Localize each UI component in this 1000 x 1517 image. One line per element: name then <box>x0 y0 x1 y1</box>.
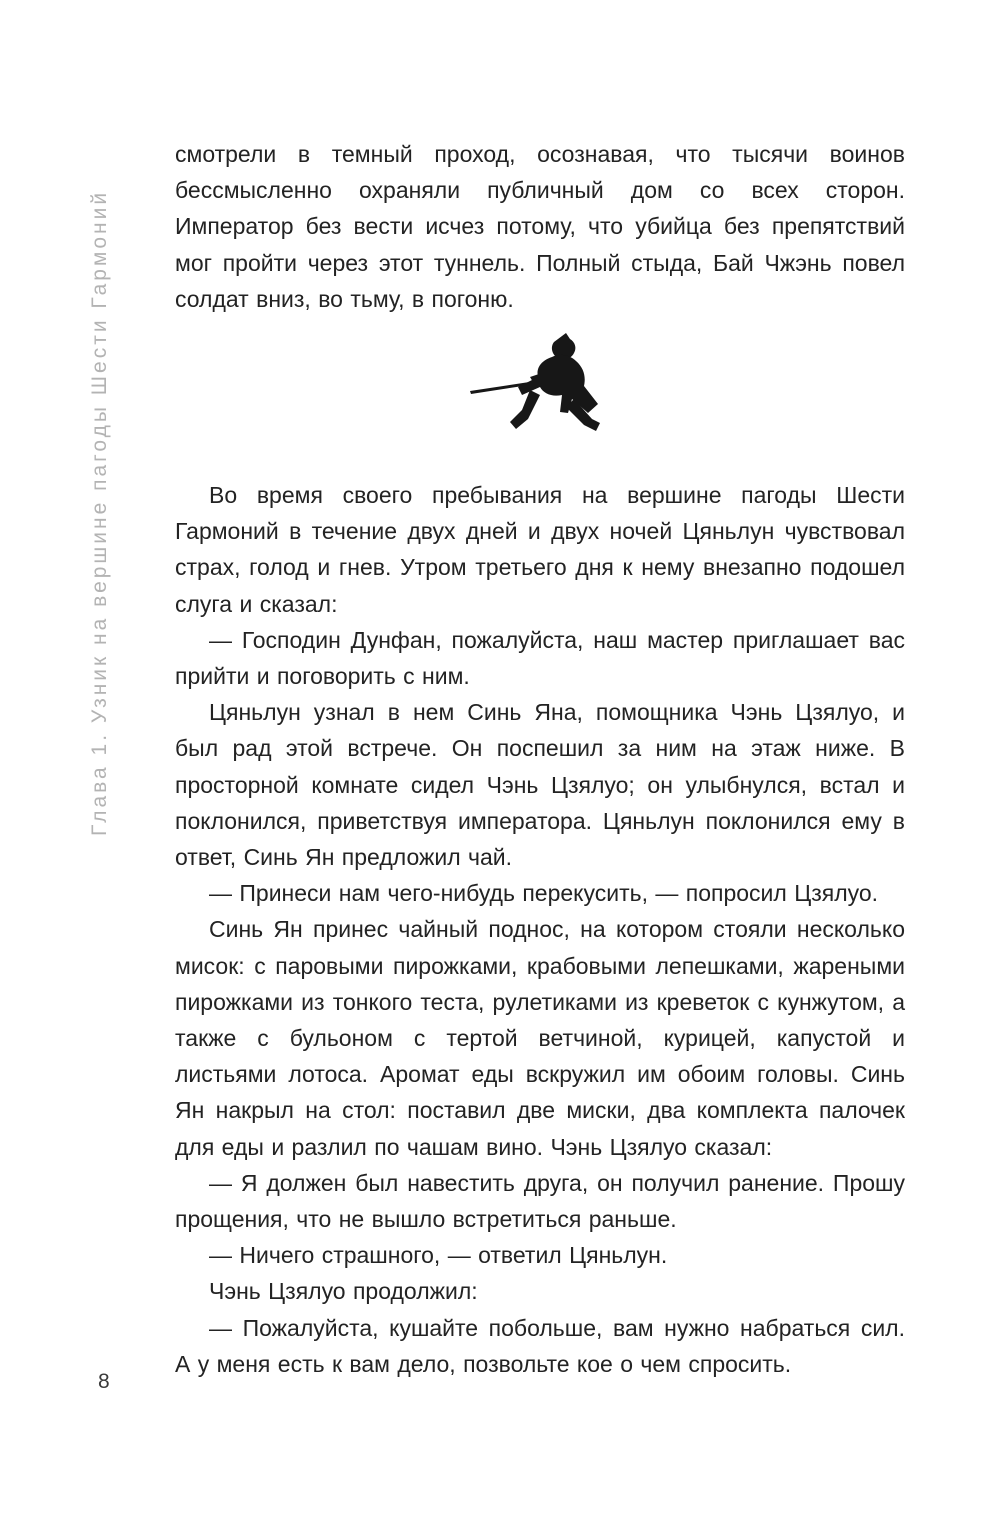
front-leg <box>510 390 540 429</box>
page-number: 8 <box>98 1370 110 1393</box>
paragraph: Синь Ян принес чайный поднос, на котором стояли несколько мисок: с паровыми пирожками, крабовыми лепешками, жареными пирожками из тонкого теста, рулетиками из креветок с кунжутом, а также с бульоном с тертой ветчиной, курицей, капустой и листьями лотоса. Аромат еды вскружил им обоим головы. Синь Ян накрыл на стол: поставил две миски, два комплекта палочек для еды и разлил по чашам вино. Чэнь Цзялуо сказал: <box>175 916 905 1160</box>
paragraph: Чэнь Цзялуо продолжил: <box>209 1278 478 1305</box>
paragraph-dialogue: — Господин Дунфан, пожалуйста, наш мастер приглашает вас прийти и поговорить с ним. <box>175 626 905 690</box>
swordsman-silhouette-illustration <box>470 331 610 435</box>
paragraph-dialogue: — Принеси нам чего-нибудь перекусить, — попросил Цзялуо. <box>209 880 879 907</box>
paragraph: Цяньлун узнал в нем Синь Яна, помощника Чэнь Цзялуо, и был рад этой встрече. Он поспешил за ним на этаж ниже. В просторной комнате сидел Чэнь Цзялуо; он улыбнулся, встал и поклонился, приветствуя императора. Цяньлун поклонился ему в ответ, Синь Ян предложил чай. <box>175 699 905 871</box>
paragraph: смотрели в темный проход, осознавая, что тысячи воинов бессмысленно охраняли публичный дом со всех сторон. Император без вести исчез потому, что убийца без препятствий мог пройти через этот туннель. Полный стыда, Бай Чжэнь повел солдат вниз, во тьму, в погоню. <box>175 141 905 312</box>
chapter-sidebar-title: Глава 1. Узник на вершине пагоды Шести Гармоний <box>88 189 111 836</box>
illustration-container <box>175 327 905 439</box>
paragraph-dialogue: — Ничего страшного, — ответил Цяньлун. <box>209 1242 668 1269</box>
paragraph-dialogue: — Пожалуйста, кушайте побольше, вам нужно набраться сил. А у меня есть к вам дело, позвольте кое о чем спросить. <box>175 1314 905 1377</box>
paragraph-dialogue: — Я должен был навестить друга, он получил ранение. Прошу прощения, что не вышло встретиться раньше. <box>175 1169 905 1233</box>
body-text-column <box>175 136 905 1382</box>
paragraph: Во время своего пребывания на вершине пагоды Шести Гармоний в течение двух дней и двух ночей Цяньлун чувствовал страх, голод и гнев. Утром третьего дня к нему внезапно подошел слуга и сказал: <box>175 482 905 617</box>
